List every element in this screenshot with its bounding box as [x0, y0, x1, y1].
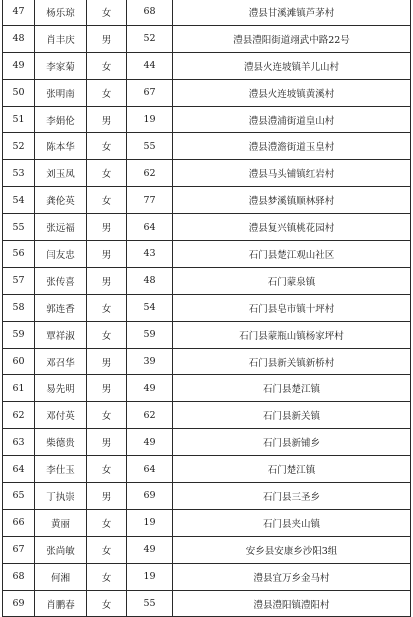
name-cell: 郭连香: [35, 294, 87, 321]
age-cell: 77: [127, 187, 173, 214]
name-cell: 肖鹏春: [35, 590, 87, 617]
age-cell: 48: [127, 267, 173, 294]
table-row: [3, 79, 411, 106]
table-row: [3, 483, 411, 510]
row-number-cell: 59: [3, 321, 35, 348]
name-cell: 李娟伦: [35, 106, 87, 133]
row-number-cell: 68: [3, 563, 35, 590]
table-row: [3, 160, 411, 187]
address-cell: 澧县澧阳街道翊武中路22号: [173, 25, 411, 52]
address-cell: 石门县新关镇: [173, 402, 411, 429]
address-cell: 澧县宜万乡金马村: [173, 563, 411, 590]
row-number-cell: 54: [3, 187, 35, 214]
row-number-cell: 67: [3, 536, 35, 563]
name-cell: 闫友忠: [35, 241, 87, 268]
row-number-cell: 57: [3, 267, 35, 294]
table-row: [3, 590, 411, 617]
row-number-cell: 49: [3, 52, 35, 79]
gender-cell: 女: [87, 160, 127, 187]
gender-cell: 女: [87, 536, 127, 563]
gender-cell: 女: [87, 321, 127, 348]
gender-cell: 女: [87, 563, 127, 590]
address-cell: 石门县皂市镇十坪村: [173, 294, 411, 321]
name-cell: 龚伦英: [35, 187, 87, 214]
age-cell: 54: [127, 294, 173, 321]
gender-cell: 女: [87, 52, 127, 79]
table-row: [3, 456, 411, 483]
row-number-cell: 58: [3, 294, 35, 321]
name-cell: 何湘: [35, 563, 87, 590]
row-number-cell: 53: [3, 160, 35, 187]
address-cell: 澧县甘溪滩镇芦茅村: [173, 0, 411, 25]
age-cell: 67: [127, 79, 173, 106]
roster-table-body: [3, 0, 411, 617]
row-number-cell: 60: [3, 348, 35, 375]
row-number-cell: 47: [3, 0, 35, 25]
table-row: [3, 0, 411, 25]
row-number-cell: 66: [3, 509, 35, 536]
address-cell: 石门楚江镇: [173, 456, 411, 483]
table-row: [3, 429, 411, 456]
name-cell: 覃祥淑: [35, 321, 87, 348]
address-cell: 澧县梦溪镇顺林驿村: [173, 187, 411, 214]
age-cell: 19: [127, 509, 173, 536]
row-number-cell: 62: [3, 402, 35, 429]
name-cell: 邓召华: [35, 348, 87, 375]
name-cell: 易先明: [35, 375, 87, 402]
age-cell: 55: [127, 133, 173, 160]
table-row: [3, 241, 411, 268]
address-cell: 石门县楚江镇: [173, 375, 411, 402]
name-cell: 黄丽: [35, 509, 87, 536]
address-cell: 澧县火连坡镇黄溪村: [173, 79, 411, 106]
age-cell: 68: [127, 0, 173, 25]
gender-cell: 男: [87, 241, 127, 268]
gender-cell: 女: [87, 590, 127, 617]
table-row: [3, 106, 411, 133]
age-cell: 64: [127, 214, 173, 241]
row-number-cell: 63: [3, 429, 35, 456]
address-cell: 石门县三圣乡: [173, 483, 411, 510]
gender-cell: 男: [87, 267, 127, 294]
name-cell: 张明南: [35, 79, 87, 106]
age-cell: 64: [127, 456, 173, 483]
roster-table: [2, 0, 411, 617]
gender-cell: 男: [87, 348, 127, 375]
age-cell: 49: [127, 429, 173, 456]
address-cell: 澧县澧澹街道玉皇村: [173, 133, 411, 160]
row-number-cell: 50: [3, 79, 35, 106]
table-row: [3, 52, 411, 79]
age-cell: 49: [127, 375, 173, 402]
age-cell: 52: [127, 25, 173, 52]
age-cell: 62: [127, 160, 173, 187]
row-number-cell: 61: [3, 375, 35, 402]
gender-cell: 男: [87, 25, 127, 52]
gender-cell: 男: [87, 375, 127, 402]
row-number-cell: 51: [3, 106, 35, 133]
gender-cell: 女: [87, 79, 127, 106]
gender-cell: 男: [87, 106, 127, 133]
age-cell: 19: [127, 106, 173, 133]
row-number-cell: 64: [3, 456, 35, 483]
address-cell: 安乡县安康乡沙阳3组: [173, 536, 411, 563]
age-cell: 55: [127, 590, 173, 617]
gender-cell: 女: [87, 509, 127, 536]
address-cell: 石门县新铺乡: [173, 429, 411, 456]
table-row: [3, 509, 411, 536]
name-cell: 刘玉凤: [35, 160, 87, 187]
table-row: [3, 563, 411, 590]
name-cell: 丁执崇: [35, 483, 87, 510]
row-number-cell: 55: [3, 214, 35, 241]
gender-cell: 男: [87, 483, 127, 510]
address-cell: 澧县澧浦街道皇山村: [173, 106, 411, 133]
age-cell: 44: [127, 52, 173, 79]
row-number-cell: 65: [3, 483, 35, 510]
address-cell: 澧县火连坡镇羊儿山村: [173, 52, 411, 79]
name-cell: 肖丰庆: [35, 25, 87, 52]
table-row: [3, 402, 411, 429]
age-cell: 19: [127, 563, 173, 590]
table-row: [3, 294, 411, 321]
name-cell: 张尚敏: [35, 536, 87, 563]
name-cell: 张传喜: [35, 267, 87, 294]
address-cell: 澧县澧阳镇澧阳村: [173, 590, 411, 617]
address-cell: 石门县夹山镇: [173, 509, 411, 536]
row-number-cell: 48: [3, 25, 35, 52]
gender-cell: 女: [87, 133, 127, 160]
name-cell: 陈本华: [35, 133, 87, 160]
gender-cell: 女: [87, 402, 127, 429]
gender-cell: 男: [87, 429, 127, 456]
age-cell: 69: [127, 483, 173, 510]
gender-cell: 女: [87, 294, 127, 321]
gender-cell: 女: [87, 187, 127, 214]
table-row: [3, 267, 411, 294]
gender-cell: 女: [87, 456, 127, 483]
table-row: [3, 25, 411, 52]
age-cell: 39: [127, 348, 173, 375]
table-row: [3, 133, 411, 160]
row-number-cell: 56: [3, 241, 35, 268]
table-row: [3, 375, 411, 402]
gender-cell: 女: [87, 0, 127, 25]
name-cell: 邓付英: [35, 402, 87, 429]
name-cell: 柴德贵: [35, 429, 87, 456]
table-row: [3, 536, 411, 563]
age-cell: 62: [127, 402, 173, 429]
table-row: [3, 187, 411, 214]
address-cell: 澧县马头铺镇红岩村: [173, 160, 411, 187]
row-number-cell: 52: [3, 133, 35, 160]
row-number-cell: 69: [3, 590, 35, 617]
name-cell: 李仕玉: [35, 456, 87, 483]
name-cell: 李家菊: [35, 52, 87, 79]
name-cell: 杨乐琼: [35, 0, 87, 25]
age-cell: 43: [127, 241, 173, 268]
table-row: [3, 214, 411, 241]
gender-cell: 男: [87, 214, 127, 241]
address-cell: 澧县复兴镇桃花园村: [173, 214, 411, 241]
age-cell: 49: [127, 536, 173, 563]
table-row: [3, 321, 411, 348]
name-cell: 张远福: [35, 214, 87, 241]
address-cell: 石门县新关镇新桥村: [173, 348, 411, 375]
age-cell: 59: [127, 321, 173, 348]
table-row: [3, 348, 411, 375]
address-cell: 石门县楚江观山社区: [173, 241, 411, 268]
address-cell: 石门蒙泉镇: [173, 267, 411, 294]
address-cell: 石门县蒙瓶山镇杨家坪村: [173, 321, 411, 348]
